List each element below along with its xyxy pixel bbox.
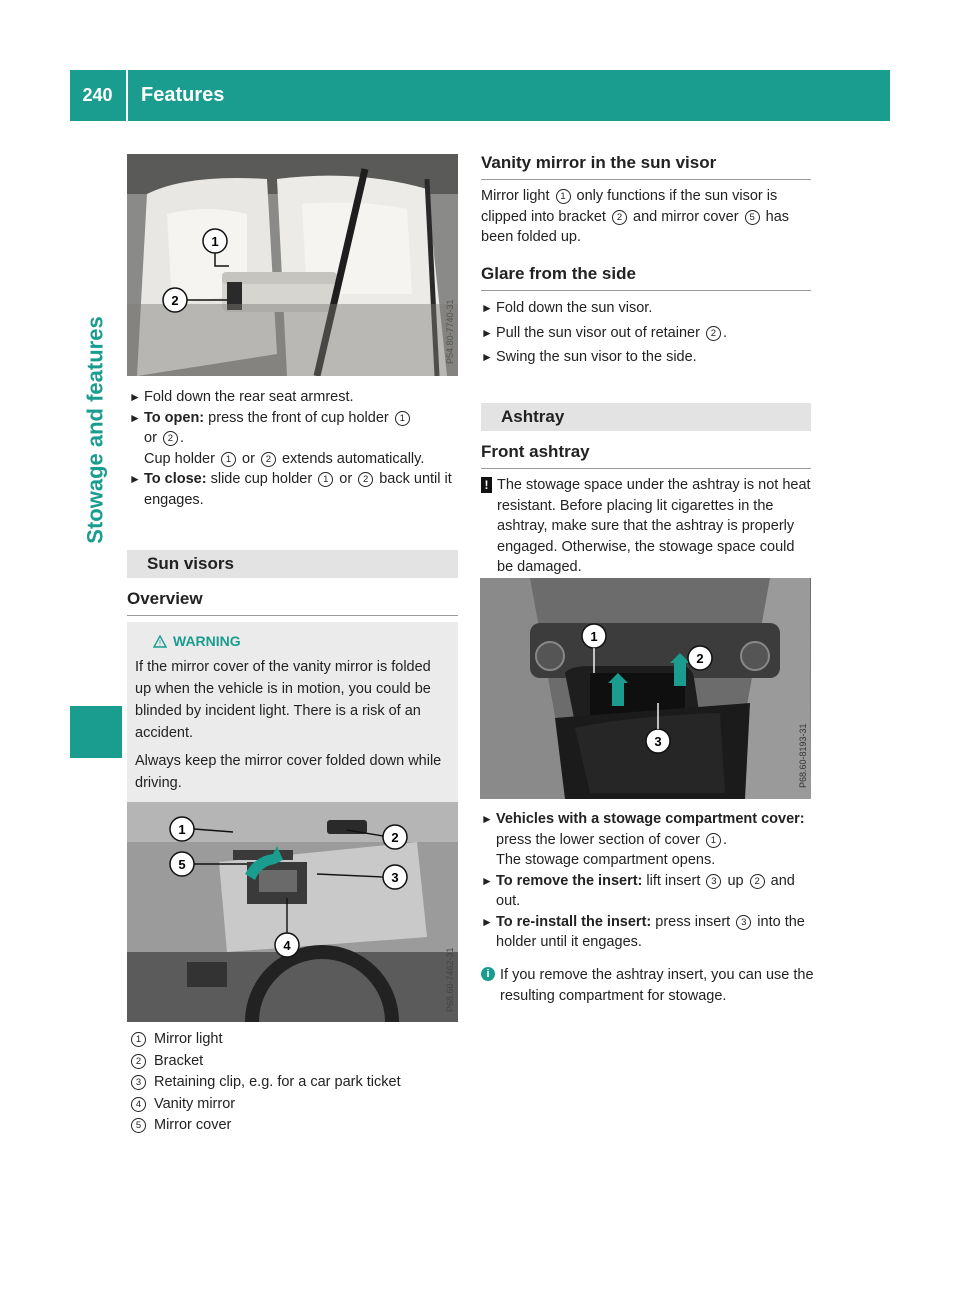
step-arrow-icon: ► [481, 914, 493, 929]
callout-2: 2 [696, 651, 704, 666]
svg-text:!: ! [158, 638, 162, 648]
step-item: ► Fold down the sun visor. [481, 298, 811, 319]
step-item: ► To remove the insert: lift insert 3 up 2 and out. [481, 872, 795, 909]
notice-text: The stowage space under the ashtray is not heat resistant. Before placing lit cigarettes in the ashtray, make sure that the ashtray is properly engaged. Otherwise, the stowage space could be damaged. [497, 477, 811, 575]
armrest-steps [129, 387, 459, 510]
glare-steps [481, 298, 811, 368]
callout-ref: 1 [706, 833, 721, 848]
header-divider [126, 70, 128, 121]
callout-1: 1 [211, 234, 219, 249]
info-text: If you remove the ashtray insert, you can use the resulting compartment for stowage. [500, 967, 814, 1004]
step-item: ► Swing the sun visor to the side. [481, 347, 811, 368]
warning-text: If the mirror cover of the vanity mirror is folded up when the vehicle is in motion, you could be blinded by incident light. There is a risk of an accident. [135, 659, 431, 741]
callout-ref: 3 [706, 874, 721, 889]
info-icon: i [481, 967, 495, 981]
figure-code: P68.60-7462-31 [445, 947, 455, 1012]
ashtray-steps [481, 809, 814, 953]
page-title: Features [141, 84, 225, 106]
legend-item: 1 Mirror light [131, 1029, 461, 1051]
section-band-ashtray: Ashtray [481, 403, 811, 431]
warning-triangle-icon [153, 635, 167, 648]
notice-icon: ! [481, 477, 492, 493]
figure-code: P54.80-7740-31 [445, 299, 455, 364]
callout-4: 4 [283, 938, 291, 953]
figure-code: P68.60-8193-31 [798, 723, 808, 788]
step-item: ► Vehicles with a stowage compartment cover: press the lower section of cover 1 . The stowage compartment opens. [481, 811, 805, 868]
callout-ref: 1 [395, 411, 410, 426]
step-item: ► To close: slide cup holder 1 or 2 back until it engages. [129, 471, 452, 508]
warning-box [127, 622, 458, 804]
notice-block [481, 475, 813, 578]
step-item: ► To open: press the front of cup holder 1 or 2 . Cup holder 1 or 2 extends automatically. [129, 409, 425, 467]
step-item: ► Fold down the rear seat armrest. [129, 387, 459, 408]
callout-ref: 1 [318, 472, 333, 487]
heading-front-ashtray: Front ashtray [481, 442, 811, 469]
warning-text: Always keep the mirror cover folded down while driving. [135, 753, 442, 791]
heading-overview: Overview [127, 589, 458, 616]
rear-armrest-photo [127, 154, 458, 376]
step-arrow-icon: ► [481, 325, 493, 340]
callout-5: 5 [178, 857, 186, 872]
callout-2: 2 [391, 830, 399, 845]
callout-ref: 1 [556, 189, 571, 204]
callout-ref: 2 [163, 431, 178, 446]
side-tab-marker [70, 706, 122, 758]
section-band-sun-visors: Sun visors [127, 550, 458, 578]
callout-ref: 3 [736, 915, 751, 930]
page-number: 240 [82, 85, 113, 105]
sun-visor-photo [127, 802, 458, 1022]
heading-glare: Glare from the side [481, 264, 811, 291]
warning-title: WARNING [173, 633, 241, 649]
callout-ref: 2 [358, 472, 373, 487]
legend-item: 4 Vanity mirror [131, 1094, 461, 1116]
callout-3: 3 [391, 870, 399, 885]
callout-ref: 2 [612, 210, 627, 225]
callout-2: 2 [171, 293, 179, 308]
step-arrow-icon: ► [481, 350, 493, 364]
ashtray-photo [480, 578, 811, 799]
vanity-paragraph: Mirror light 1 only functions if the sun visor is clipped into bracket 2 and mirror cover 5 has been folded up. [481, 188, 790, 245]
figure-legend [131, 1029, 461, 1137]
side-section-label [70, 150, 122, 710]
step-item: ► Pull the sun visor out of retainer 2 . [481, 323, 811, 344]
side-section-text: Stowage and features [83, 316, 109, 544]
info-block [481, 965, 814, 1006]
legend-item: 3 Retaining clip, e.g. for a car park ticket [131, 1072, 461, 1094]
step-arrow-icon: ► [129, 472, 141, 486]
step-arrow-icon: ► [129, 410, 141, 425]
step-item: ► To re-install the insert: press insert 3 into the holder until it engages. [481, 913, 805, 950]
callout-ref: 2 [750, 874, 765, 889]
step-arrow-icon: ► [481, 812, 493, 826]
heading-vanity-mirror: Vanity mirror in the sun visor [481, 153, 811, 180]
step-arrow-icon: ► [129, 390, 141, 404]
callout-ref: 1 [221, 452, 236, 467]
callout-1: 1 [590, 629, 598, 644]
step-arrow-icon: ► [481, 301, 493, 315]
callout-3: 3 [654, 734, 662, 749]
legend-item: 2 Bracket [131, 1051, 461, 1073]
callout-ref: 2 [706, 326, 721, 341]
callout-ref: 2 [261, 452, 276, 467]
callout-ref: 5 [745, 210, 760, 225]
callout-1: 1 [178, 822, 186, 837]
legend-item: 5 Mirror cover [131, 1115, 461, 1137]
step-arrow-icon: ► [481, 873, 493, 888]
